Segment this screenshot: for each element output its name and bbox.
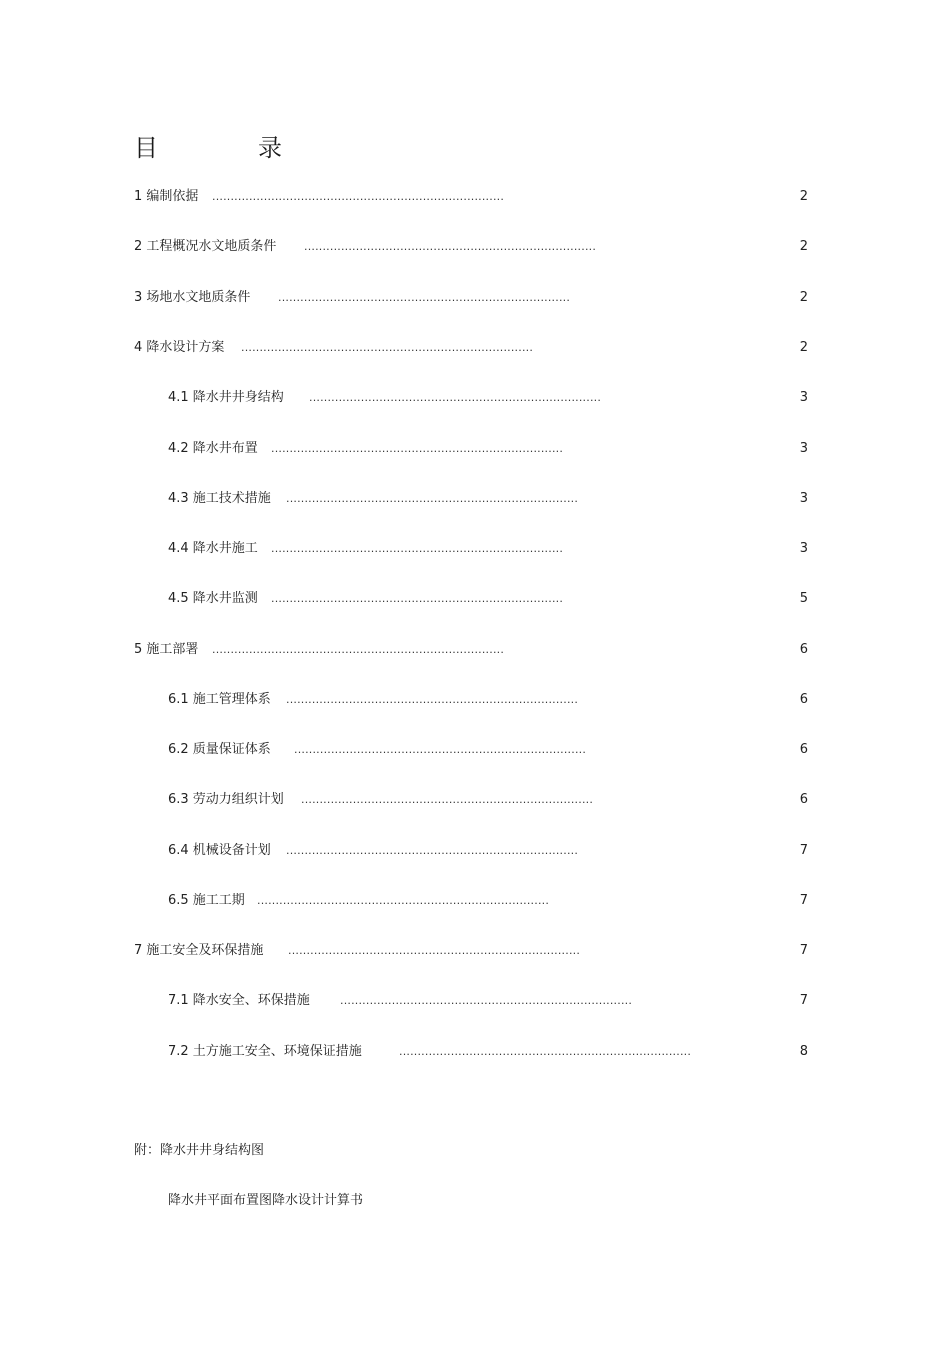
toc-entry[interactable] <box>0 338 950 358</box>
toc-entry[interactable] <box>0 1042 950 1062</box>
toc-entry[interactable] <box>0 539 950 559</box>
toc-leader-dots: ............................................................................... <box>286 844 579 857</box>
toc-entry-page[interactable]: 3 <box>799 441 808 456</box>
toc-entry-page[interactable]: 3 <box>799 541 808 556</box>
toc-leader-dots: ............................................................................... <box>278 291 571 304</box>
toc-leader-dots: ............................................................................... <box>301 793 594 806</box>
toc-entry-label[interactable]: 1 编制依据 <box>134 189 199 204</box>
toc-leader-dots: ............................................................................... <box>286 492 579 505</box>
toc-entry-page[interactable]: 5 <box>799 591 808 606</box>
toc-leader-dots: ............................................................................... <box>304 240 597 253</box>
toc-entry[interactable] <box>0 589 950 609</box>
toc-entry-label[interactable]: 4.2 降水井布置 <box>168 441 258 456</box>
toc-entry-page[interactable]: 7 <box>799 843 808 858</box>
toc-entry-label[interactable]: 4.3 施工技术措施 <box>168 491 271 506</box>
toc-leader-dots: ............................................................................... <box>294 743 587 756</box>
toc-leader-dots: ............................................................................... <box>257 894 550 907</box>
toc-entry-page[interactable]: 6 <box>799 792 808 807</box>
toc-entry-label[interactable]: 6.4 机械设备计划 <box>168 843 271 858</box>
toc-entry-page[interactable]: 2 <box>799 189 808 204</box>
toc-entry-page[interactable]: 6 <box>799 642 808 657</box>
toc-entry[interactable] <box>0 288 950 308</box>
toc-leader-dots: ............................................................................... <box>340 994 633 1007</box>
toc-entry[interactable] <box>0 489 950 509</box>
toc-leader-dots: ............................................................................... <box>271 542 564 555</box>
toc-entry-label[interactable]: 4.1 降水井井身结构 <box>168 390 284 405</box>
toc-entry-label[interactable]: 7 施工安全及环保措施 <box>134 943 264 958</box>
toc-leader-dots: ............................................................................... <box>288 944 581 957</box>
toc-entry[interactable] <box>0 187 950 207</box>
toc-entry[interactable] <box>0 439 950 459</box>
toc-entry[interactable] <box>0 237 950 257</box>
toc-entry-page[interactable]: 6 <box>799 692 808 707</box>
toc-title <box>134 128 282 163</box>
toc-leader-dots: ............................................................................... <box>241 341 534 354</box>
toc-entry-page[interactable]: 7 <box>799 893 808 908</box>
toc-entry-label[interactable]: 7.2 土方施工安全、环境保证措施 <box>168 1044 362 1059</box>
toc-entry[interactable] <box>0 388 950 408</box>
toc-entry-label[interactable]: 4 降水设计方案 <box>134 340 225 355</box>
toc-leader-dots: ............................................................................... <box>271 592 564 605</box>
toc-entry-label[interactable]: 6.2 质量保证体系 <box>168 742 271 757</box>
toc-leader-dots: ............................................................................... <box>309 391 602 404</box>
toc-entry-label[interactable]: 6.3 劳动力组织计划 <box>168 792 284 807</box>
toc-leader-dots: ............................................................................... <box>271 442 564 455</box>
toc-leader-dots: ............................................................................... <box>399 1045 692 1058</box>
toc-entry-label[interactable]: 4.5 降水井监测 <box>168 591 258 606</box>
toc-leader-dots: ............................................................................... <box>212 643 505 656</box>
toc-entry-page[interactable]: 7 <box>799 943 808 958</box>
toc-title-char-2: 录 <box>258 134 282 162</box>
toc-entry-label[interactable]: 6.1 施工管理体系 <box>168 692 271 707</box>
appendix-line-1: 附：降水井井身结构图 <box>134 1143 265 1158</box>
toc-entry-page[interactable]: 8 <box>799 1044 808 1059</box>
toc-entry[interactable] <box>0 941 950 961</box>
toc-entry[interactable] <box>0 690 950 710</box>
toc-entry[interactable] <box>0 841 950 861</box>
toc-entry-label[interactable]: 5 施工部署 <box>134 642 199 657</box>
toc-leader-dots: ............................................................................... <box>212 190 505 203</box>
toc-entry[interactable] <box>0 640 950 660</box>
toc-entry-page[interactable]: 2 <box>799 290 808 305</box>
toc-entry[interactable] <box>0 991 950 1011</box>
toc-entry[interactable] <box>0 891 950 911</box>
toc-entry-page[interactable]: 7 <box>799 993 808 1008</box>
toc-entry-label[interactable]: 6.5 施工工期 <box>168 893 245 908</box>
toc-entry-label[interactable]: 7.1 降水安全、环保措施 <box>168 993 310 1008</box>
toc-entry-page[interactable]: 2 <box>799 239 808 254</box>
appendix-line-2: 降水井平面布置图降水设计计算书 <box>168 1193 364 1208</box>
toc-entry[interactable] <box>0 790 950 810</box>
toc-entry-page[interactable]: 6 <box>799 742 808 757</box>
toc-entry-page[interactable]: 3 <box>799 390 808 405</box>
toc-entry-label[interactable]: 2 工程概况水文地质条件 <box>134 239 277 254</box>
toc-entry[interactable] <box>0 740 950 760</box>
toc-entry-page[interactable]: 2 <box>799 340 808 355</box>
toc-title-char-1: 目 <box>134 134 158 162</box>
toc-entry-label[interactable]: 4.4 降水井施工 <box>168 541 258 556</box>
toc-leader-dots: ............................................................................... <box>286 693 579 706</box>
toc-entry-page[interactable]: 3 <box>799 491 808 506</box>
toc-entry-label[interactable]: 3 场地水文地质条件 <box>134 290 251 305</box>
